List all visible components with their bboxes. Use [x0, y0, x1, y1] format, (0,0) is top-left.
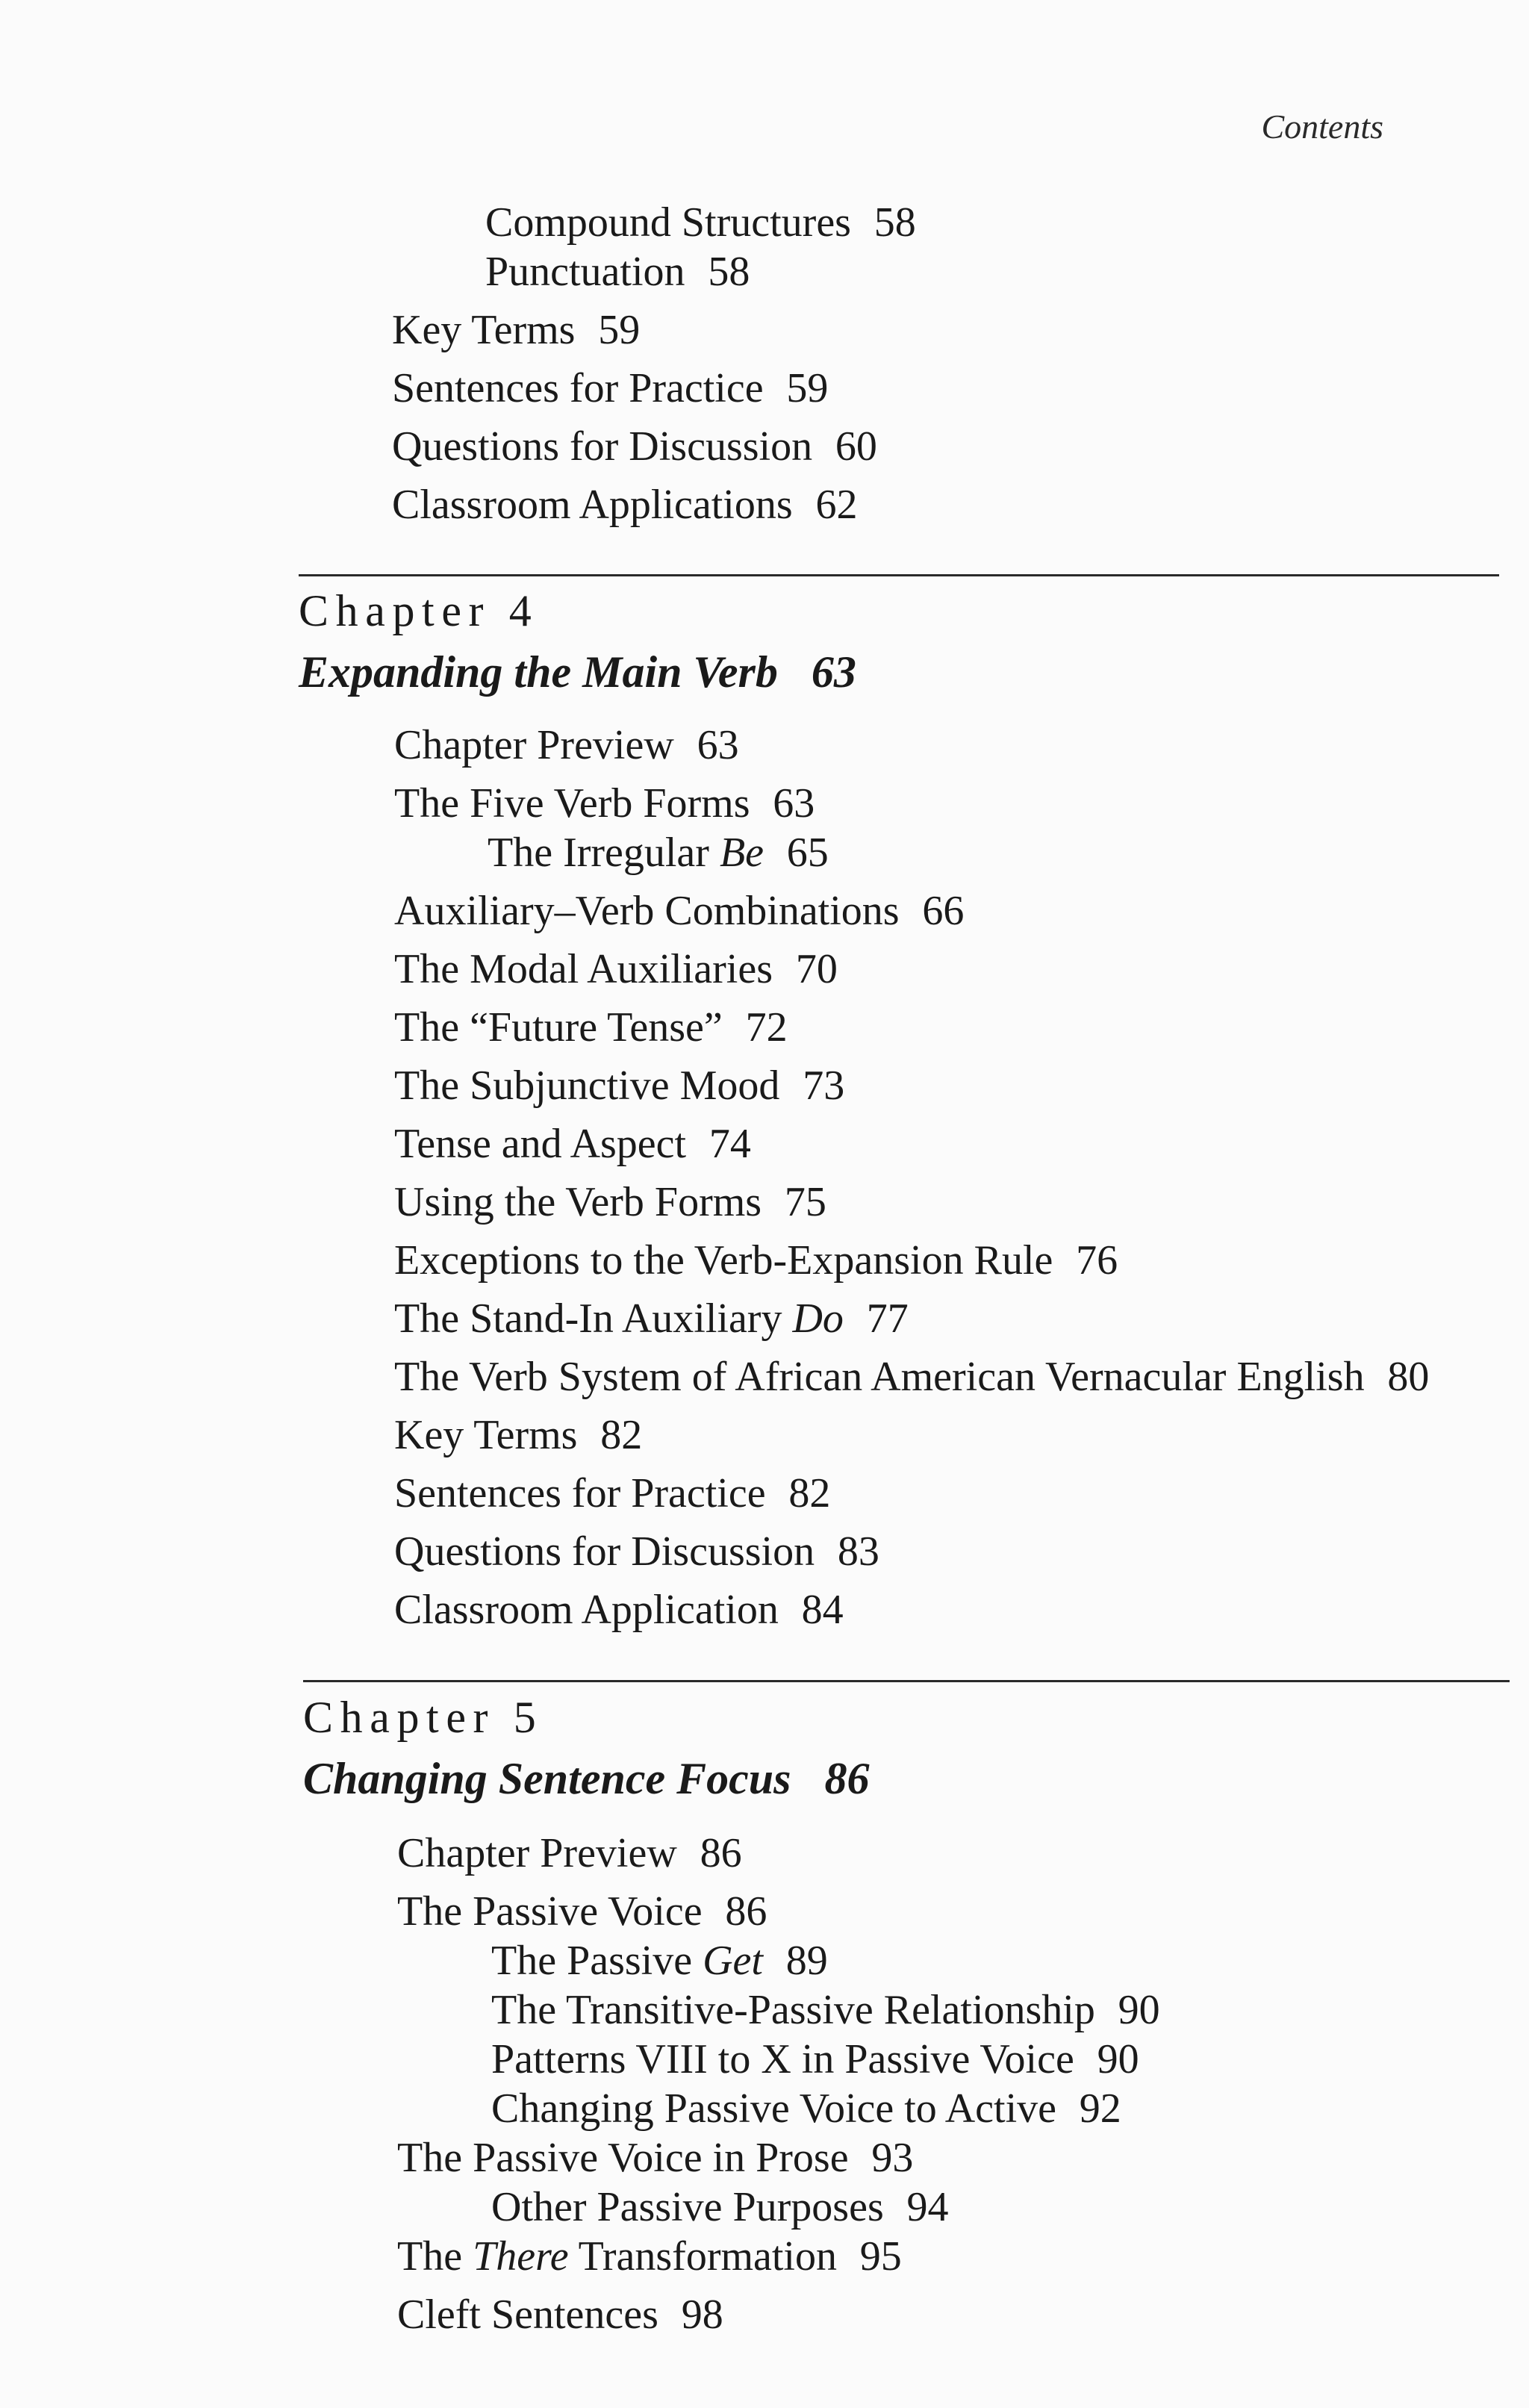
toc-entry-italic: There [473, 2233, 569, 2280]
toc-entry-page: 82 [600, 1412, 643, 1458]
toc-entry-label: Tense and Aspect [394, 1121, 687, 1167]
chapter-title [299, 647, 856, 697]
toc-entry [491, 2186, 949, 2228]
toc-entry-label: Exceptions to the Verb-Expansion Rule [394, 1237, 1053, 1284]
toc-entry [394, 1295, 909, 1342]
toc-entry [392, 484, 857, 526]
toc-entry-italic: Get [703, 1938, 763, 1984]
toc-entry-page: 66 [922, 888, 965, 934]
toc-entry [397, 1832, 742, 1874]
toc-entry-italic: Do [792, 1295, 844, 1342]
toc-entry-page: 59 [598, 307, 641, 353]
toc-entry-label: The Irregular [488, 830, 720, 876]
toc-entry-page: 92 [1079, 2085, 1121, 2132]
toc-entry [394, 1356, 1429, 1398]
toc-entry-page: 84 [801, 1587, 844, 1633]
toc-entry-page: 63 [773, 780, 815, 827]
toc-entry [485, 199, 916, 246]
toc-entry [488, 832, 829, 874]
toc-entry-page: 82 [788, 1470, 831, 1516]
toc-entry-page: 93 [871, 2135, 914, 2181]
toc-entry-page: 59 [786, 365, 829, 411]
toc-entry-label: Key Terms [394, 1412, 578, 1458]
toc-entry-page: 63 [697, 722, 739, 768]
toc-entry-label: The [397, 2233, 473, 2280]
toc-entry-label: The Passive Voice [397, 1888, 703, 1935]
chapter-title [303, 1756, 869, 1801]
toc-entry [392, 309, 640, 351]
toc-entry-label: Classroom Applications [392, 482, 793, 528]
chapter-title-page: 86 [824, 1754, 870, 1803]
toc-entry-label: The Passive Voice in Prose [397, 2135, 849, 2181]
toc-entry-page: 83 [837, 1528, 879, 1575]
chapter-label: Chapter 4 [299, 586, 539, 635]
toc-entry-page: 77 [866, 1295, 909, 1342]
toc-entry-page: 94 [906, 2184, 949, 2230]
toc-entry-page: 75 [784, 1179, 826, 1225]
toc-entry-label: Compound Structures [485, 199, 851, 246]
toc-entry-label: The Five Verb Forms [394, 780, 750, 827]
toc-entry-label: Sentences for Practice [394, 1470, 766, 1516]
toc-entry-page: 95 [859, 2233, 902, 2280]
toc-entry [394, 1237, 1118, 1284]
running-header: Contents [1261, 108, 1383, 146]
toc-entry [394, 780, 815, 827]
toc-entry-label: The Verb System of African American Vernacular English [394, 1354, 1365, 1400]
toc-entry-label: Punctuation [485, 249, 685, 295]
toc-entry-page: 62 [815, 482, 858, 528]
toc-entry-page: 73 [803, 1063, 845, 1109]
toc-entry [397, 2137, 913, 2179]
chapter-title-text: Changing Sentence Focus [303, 1754, 791, 1803]
toc-entry-page: 65 [786, 830, 829, 876]
toc-entry-page: 90 [1118, 1987, 1160, 2033]
toc-entry [394, 724, 739, 766]
toc-entry-page: 86 [725, 1888, 767, 1935]
toc-entry [485, 251, 750, 293]
toc-entry-label: Questions for Discussion [392, 423, 813, 470]
toc-entry-label: The Passive [491, 1938, 703, 1984]
toc-entry [397, 2233, 902, 2280]
chapter-title-text: Expanding the Main Verb [299, 647, 778, 697]
toc-entry [394, 1414, 642, 1456]
chapter-title-page: 63 [811, 647, 856, 697]
toc-entry [392, 367, 828, 409]
toc-entry-page: 80 [1387, 1354, 1430, 1400]
chapter-divider [299, 574, 1499, 576]
chapter-label: Chapter 5 [303, 1693, 544, 1742]
toc-entry-label: The Subjunctive Mood [394, 1063, 780, 1109]
toc-entry [491, 2038, 1139, 2080]
toc-entry-label: Other Passive Purposes [491, 2184, 884, 2230]
toc-entry-label: The Modal Auxiliaries [394, 946, 773, 992]
toc-entry-page: 98 [681, 2292, 723, 2338]
toc-entry-page: 90 [1097, 2036, 1139, 2082]
toc-entry [491, 1940, 828, 1982]
toc-entry-label: The Transitive-Passive Relationship [491, 1987, 1095, 2033]
toc-entry [394, 1004, 788, 1051]
toc-entry-label: Changing Passive Voice to Active [491, 2085, 1056, 2132]
toc-entry [397, 1888, 767, 1935]
toc-entry [394, 1589, 844, 1631]
toc-entry-page: 60 [835, 423, 877, 470]
chapter-divider [303, 1680, 1510, 1682]
toc-entry-page: 89 [785, 1938, 828, 1984]
toc-entry-page: 76 [1076, 1237, 1118, 1284]
toc-entry-label: Patterns VIII to X in Passive Voice [491, 2036, 1074, 2082]
toc-entry-label: Auxiliary–Verb Combinations [394, 888, 900, 934]
toc-entry-page: 58 [708, 249, 750, 295]
toc-entry-page: 58 [874, 199, 916, 246]
toc-entry-label: Classroom Application [394, 1587, 779, 1633]
toc-entry-label: Chapter Preview [397, 1830, 677, 1876]
toc-entry [394, 1528, 879, 1575]
toc-entry-page: 72 [745, 1004, 788, 1051]
toc-entry [394, 890, 964, 932]
toc-entry-label: Using the Verb Forms [394, 1179, 762, 1225]
toc-entry-page: 74 [709, 1121, 751, 1167]
toc-entry-label: Chapter Preview [394, 722, 674, 768]
toc-entry [394, 1472, 830, 1514]
toc-entry [397, 2294, 723, 2336]
toc-entry [394, 1123, 751, 1165]
toc-entry [491, 1989, 1160, 2031]
toc-entry [394, 1065, 844, 1107]
toc-entry [394, 948, 838, 990]
toc-entry-label: Cleft Sentences [397, 2292, 658, 2338]
toc-entry [392, 423, 877, 470]
toc-entry-italic: Be [719, 830, 764, 876]
toc-entry [394, 1181, 826, 1223]
toc-entry-label: Sentences for Practice [392, 365, 764, 411]
toc-entry-page: 70 [795, 946, 838, 992]
toc-entry-label: Questions for Discussion [394, 1528, 815, 1575]
toc-entry-label-suffix: Transformation [568, 2233, 837, 2280]
toc-entry-label: Key Terms [392, 307, 576, 353]
toc-entry-label: The Stand-In Auxiliary [394, 1295, 793, 1342]
toc-entry-label: The “Future Tense” [394, 1004, 723, 1051]
toc-entry-page: 86 [700, 1830, 742, 1876]
toc-entry [491, 2085, 1121, 2132]
